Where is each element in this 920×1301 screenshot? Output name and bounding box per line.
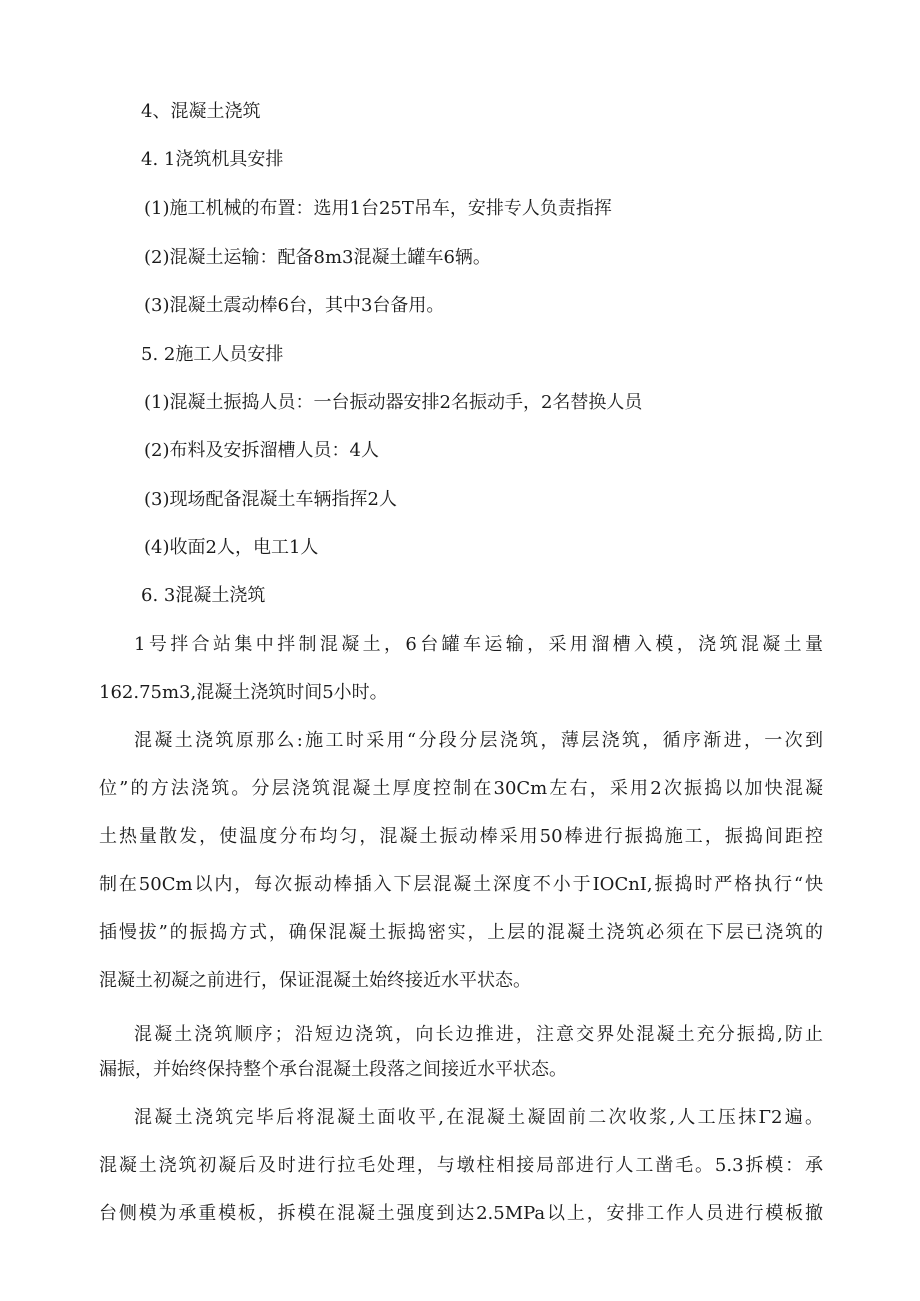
paragraph-line: 位”的方法浇筑。分层浇筑混凝土厚度控制在30Cm左右，采用2次振捣以加快混凝 bbox=[99, 778, 823, 799]
paragraph-line: 混凝土初凝之前进行，保证混凝土始终接近水平状态。 bbox=[99, 970, 531, 991]
paragraph-line: 1号拌合站集中拌制混凝土，6台罐车运输，采用溜槽入模，浇筑混凝土量 bbox=[134, 634, 823, 655]
paragraph-line: 制在50Cm以内，每次振动棒插入下层混凝土深度不小于IOCnI,振捣时严格执行“快 bbox=[99, 874, 823, 895]
paragraph-line: 土热量散发，使温度分布均匀，混凝土振动棒采用50棒进行振捣施工，振捣间距控 bbox=[99, 826, 823, 847]
list-item-chute-staff: (2)布料及安拆溜槽人员：4人 bbox=[144, 440, 379, 461]
subsection-heading-5-2: 5. 2施工人员安排 bbox=[141, 344, 284, 365]
section-heading-4: 4、混凝土浇筑 bbox=[141, 101, 261, 122]
paragraph-line: 插慢拔”的振捣方式，确保混凝土振捣密实，上层的混凝土浇筑必须在下层已浇筑的 bbox=[99, 922, 823, 943]
paragraph-line: 混凝土浇筑初凝后及时进行拉毛处理，与墩柱相接局部进行人工凿毛。5.3拆模：承 bbox=[99, 1155, 823, 1176]
list-item-finishing: (4)收面2人，电工1人 bbox=[144, 537, 319, 558]
paragraph-line: 漏振，并始终保持整个承台混凝土段落之间接近水平状态。 bbox=[99, 1059, 567, 1080]
list-item-vibrating-staff: (1)混凝土振捣人员：一台振动器安排2名振动手，2名替换人员 bbox=[144, 392, 643, 413]
paragraph-line: 混凝土浇筑原那么:施工时采用“分段分层浇筑，薄层浇筑，循序渐进，一次到 bbox=[134, 730, 823, 751]
list-item-vehicle-command: (3)现场配备混凝土车辆指挥2人 bbox=[144, 489, 397, 510]
subsection-heading-4-1: 4. 1浇筑机具安排 bbox=[141, 149, 284, 170]
list-item-transport: (2)混凝土运输：配备8m3混凝土罐车6辆。 bbox=[144, 247, 491, 268]
paragraph-line: 混凝土浇筑顺序；沿短边浇筑，向长边推进，注意交界处混凝土充分振捣,防止 bbox=[134, 1024, 823, 1045]
list-item-machinery: (1)施工机械的布置：选用1台25T吊车，安排专人负责指挥 bbox=[144, 198, 612, 219]
list-item-vibrators: (3)混凝土震动棒6台，其中3台备用。 bbox=[144, 295, 445, 316]
subsection-heading-6-3: 6. 3混凝土浇筑 bbox=[141, 585, 266, 606]
paragraph-line: 台侧模为承重模板，拆模在混凝土强度到达2.5MPa以上，安排工作人员进行模板撤 bbox=[99, 1203, 823, 1224]
paragraph-line: 混凝土浇筑完毕后将混凝土面收平,在混凝土凝固前二次收浆,人工压抹Γ2遍。 bbox=[134, 1107, 823, 1128]
paragraph-line: 162.75m3,混凝土浇筑时间5小时。 bbox=[99, 682, 388, 703]
